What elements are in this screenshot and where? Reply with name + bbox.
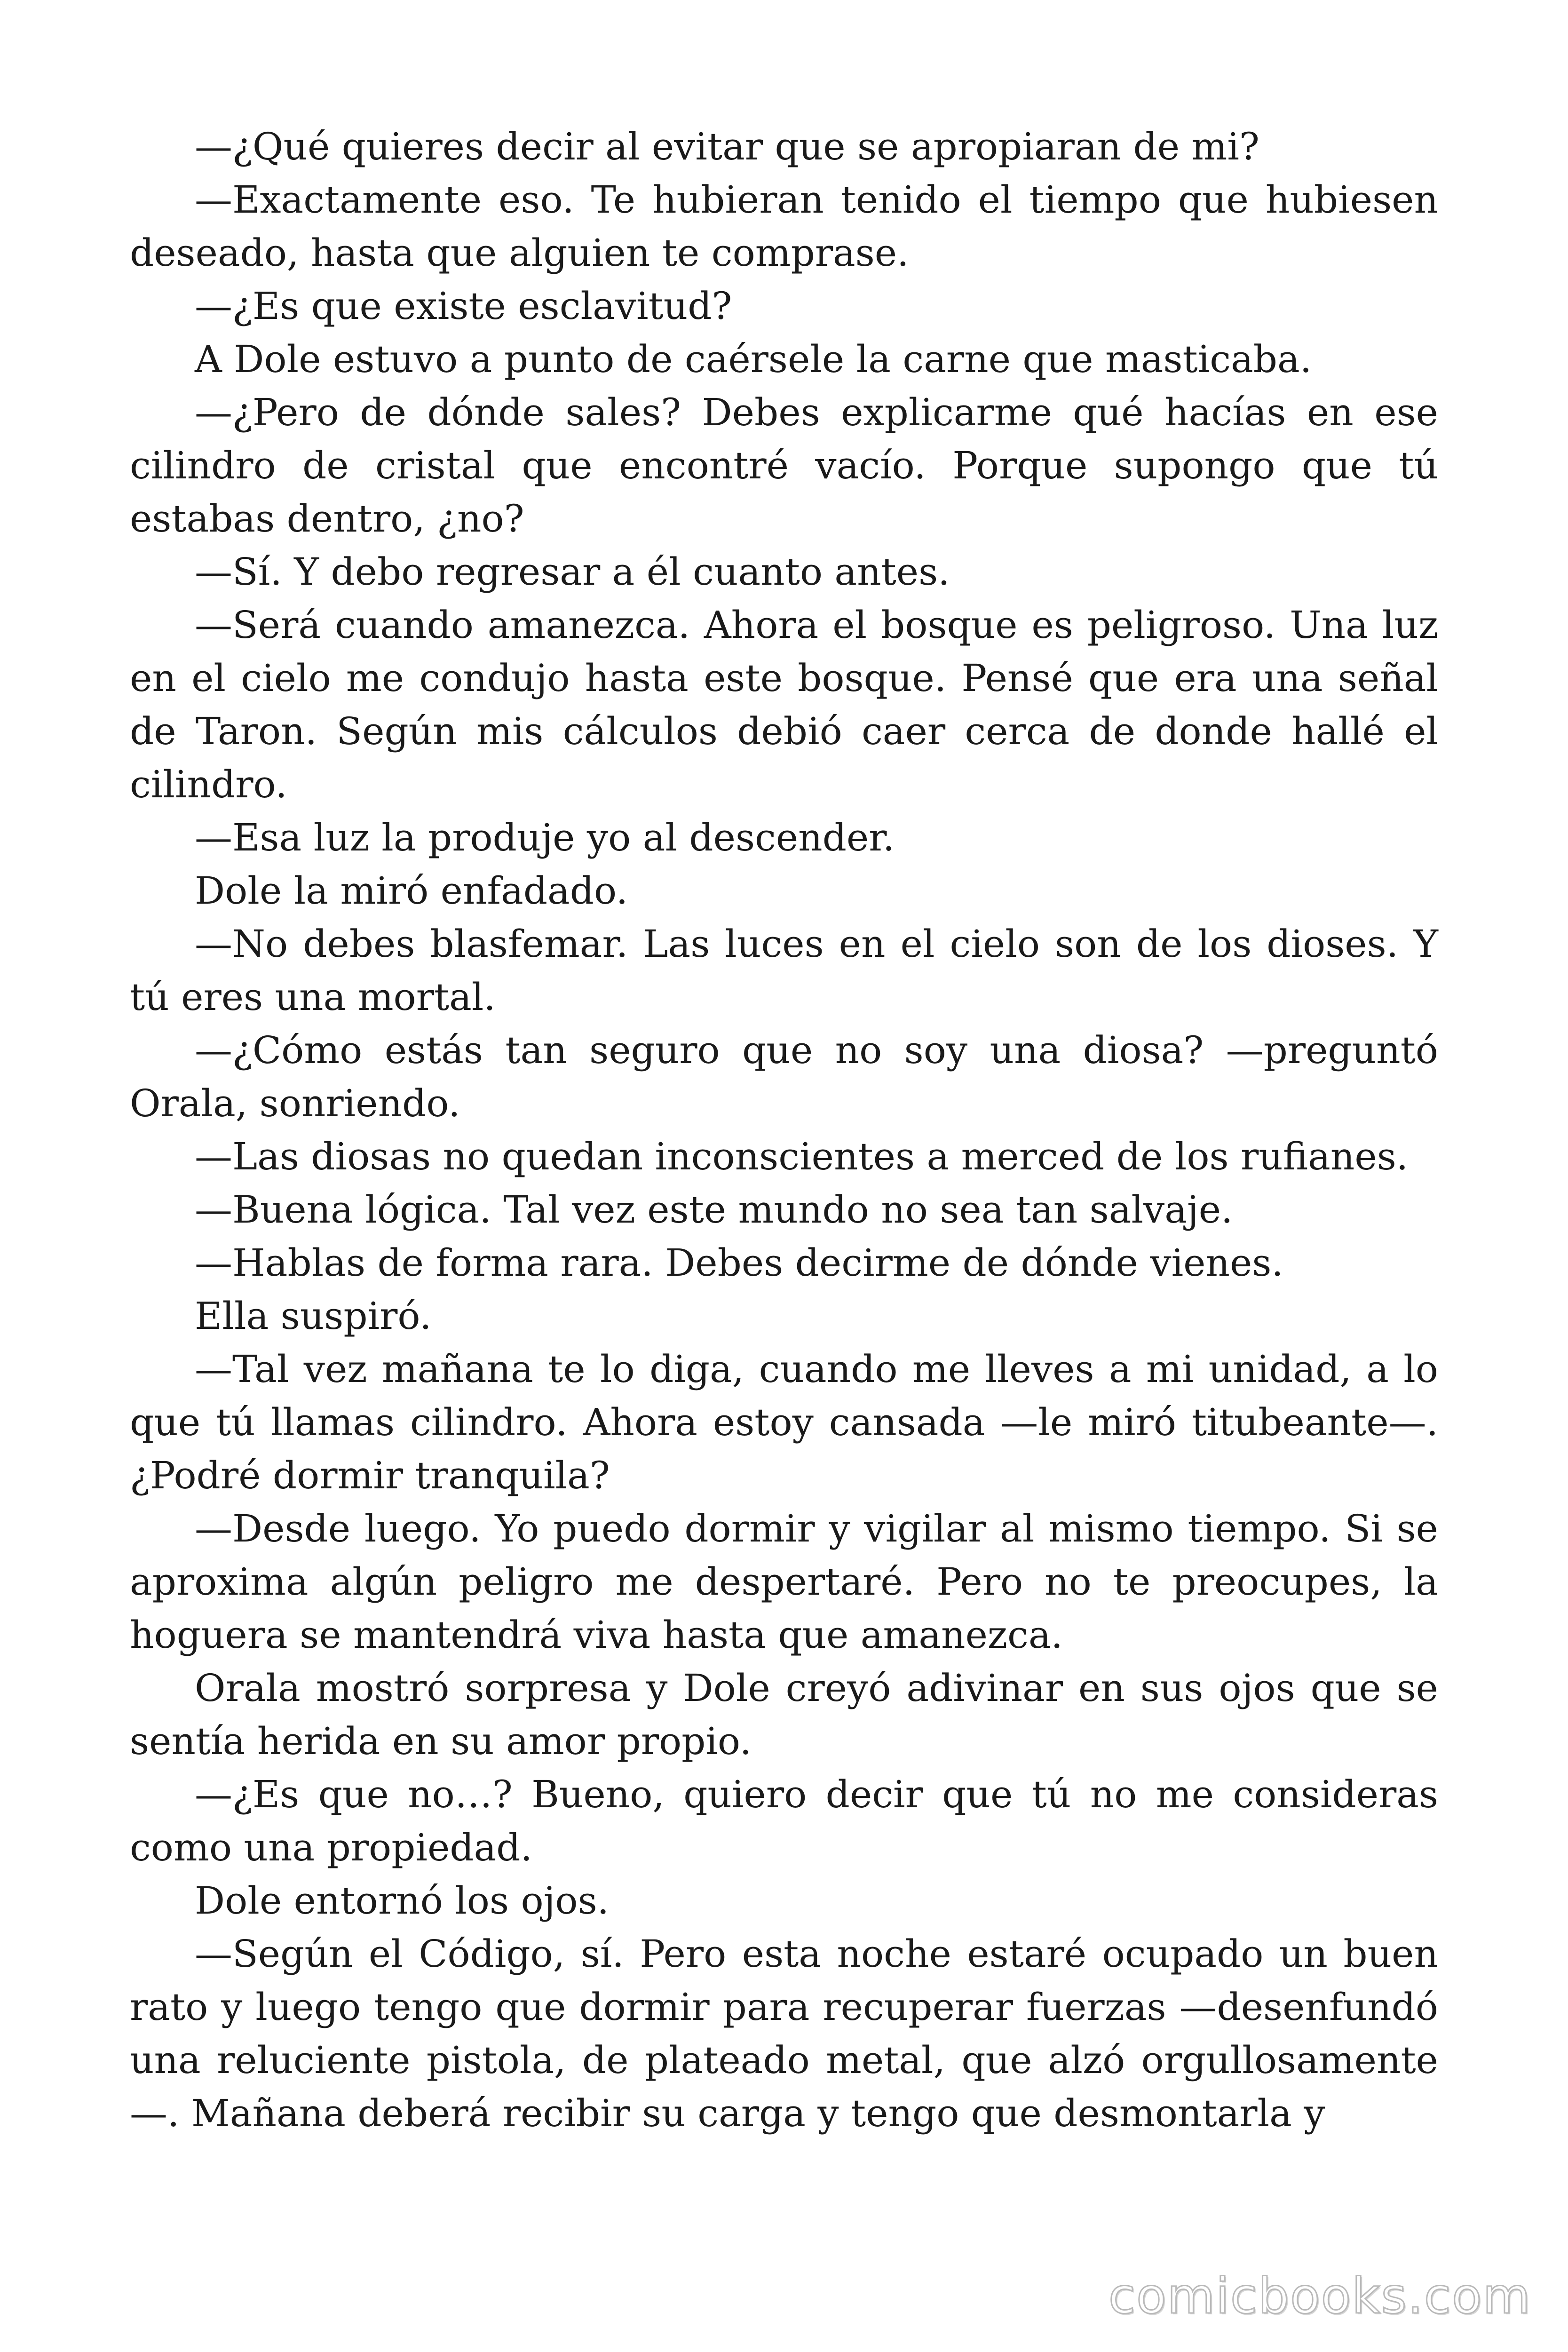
paragraph: —¿Es que existe esclavitud?	[195, 284, 732, 328]
paragraph: —Las diosas no quedan inconscientes a merced de los rufianes.	[195, 1135, 1409, 1178]
paragraph: A Dole estuvo a punto de caérsele la carne que masticaba.	[195, 337, 1312, 381]
paragraph: —Buena lógica. Tal vez este mundo no sea tan salvaje.	[195, 1188, 1233, 1232]
paragraph: —Esa luz la produje yo al descender.	[195, 816, 895, 859]
paragraph: —¿Qué quieres decir al evitar que se apropiaran de mi?	[195, 125, 1259, 168]
paragraph: —Será cuando amanezca. Ahora el bosque es peligroso. Una luz en el cielo me condujo hasta este bosque. Pensé que era una señal de Taron. Según mis cálculos debió caer cerca de donde hallé el cilindro.	[130, 603, 1438, 806]
paragraph: —Según el Código, sí. Pero esta noche estaré ocupado un buen rato y luego tengo que dormir para recuperar fuerzas —desenfundó una reluciente pistola, de plateado metal, que alzó orgullosamente —. Mañana deberá recibir su carga y tengo que desmontarla y	[130, 1932, 1438, 2135]
book-page-text	[130, 120, 1438, 2140]
paragraph: Orala mostró sorpresa y Dole creyó adivinar en sus ojos que se sentía herida en su amor propio.	[130, 1666, 1438, 1763]
paragraph: —¿Cómo estás tan seguro que no soy una diosa? —preguntó Orala, sonriendo.	[130, 1028, 1438, 1125]
paragraph: —¿Pero de dónde sales? Debes explicarme qué hacías en ese cilindro de cristal que encontré vacío. Porque supongo que tú estabas dentro, ¿no?	[130, 390, 1438, 540]
paragraph: —Exactamente eso. Te hubieran tenido el tiempo que hubiesen deseado, hasta que alguien te comprase.	[130, 178, 1438, 275]
site-watermark: comicbooks.com	[1108, 2267, 1531, 2325]
paragraph: —Hablas de forma rara. Debes decirme de dónde vienes.	[195, 1241, 1283, 1285]
paragraph: —Desde luego. Yo puedo dormir y vigilar al mismo tiempo. Si se aproxima algún peligro me despertaré. Pero no te preocupes, la hoguera se mantendrá viva hasta que amanezca.	[130, 1507, 1438, 1657]
paragraph: Ella suspiró.	[195, 1294, 432, 1338]
paragraph: Dole la miró enfadado.	[195, 869, 628, 913]
paragraph: —No debes blasfemar. Las luces en el cielo son de los dioses. Y tú eres una mortal.	[130, 922, 1438, 1019]
paragraph: —Tal vez mañana te lo diga, cuando me lleves a mi unidad, a lo que tú llamas cilindro. Ahora estoy cansada —le miró titubeante—. ¿Podré dormir tranquila?	[130, 1347, 1438, 1497]
paragraph: —Sí. Y debo regresar a él cuanto antes.	[195, 550, 950, 594]
paragraph: —¿Es que no…? Bueno, quiero decir que tú no me consideras como una propiedad.	[130, 1772, 1438, 1869]
paragraph: Dole entornó los ojos.	[195, 1879, 610, 1923]
